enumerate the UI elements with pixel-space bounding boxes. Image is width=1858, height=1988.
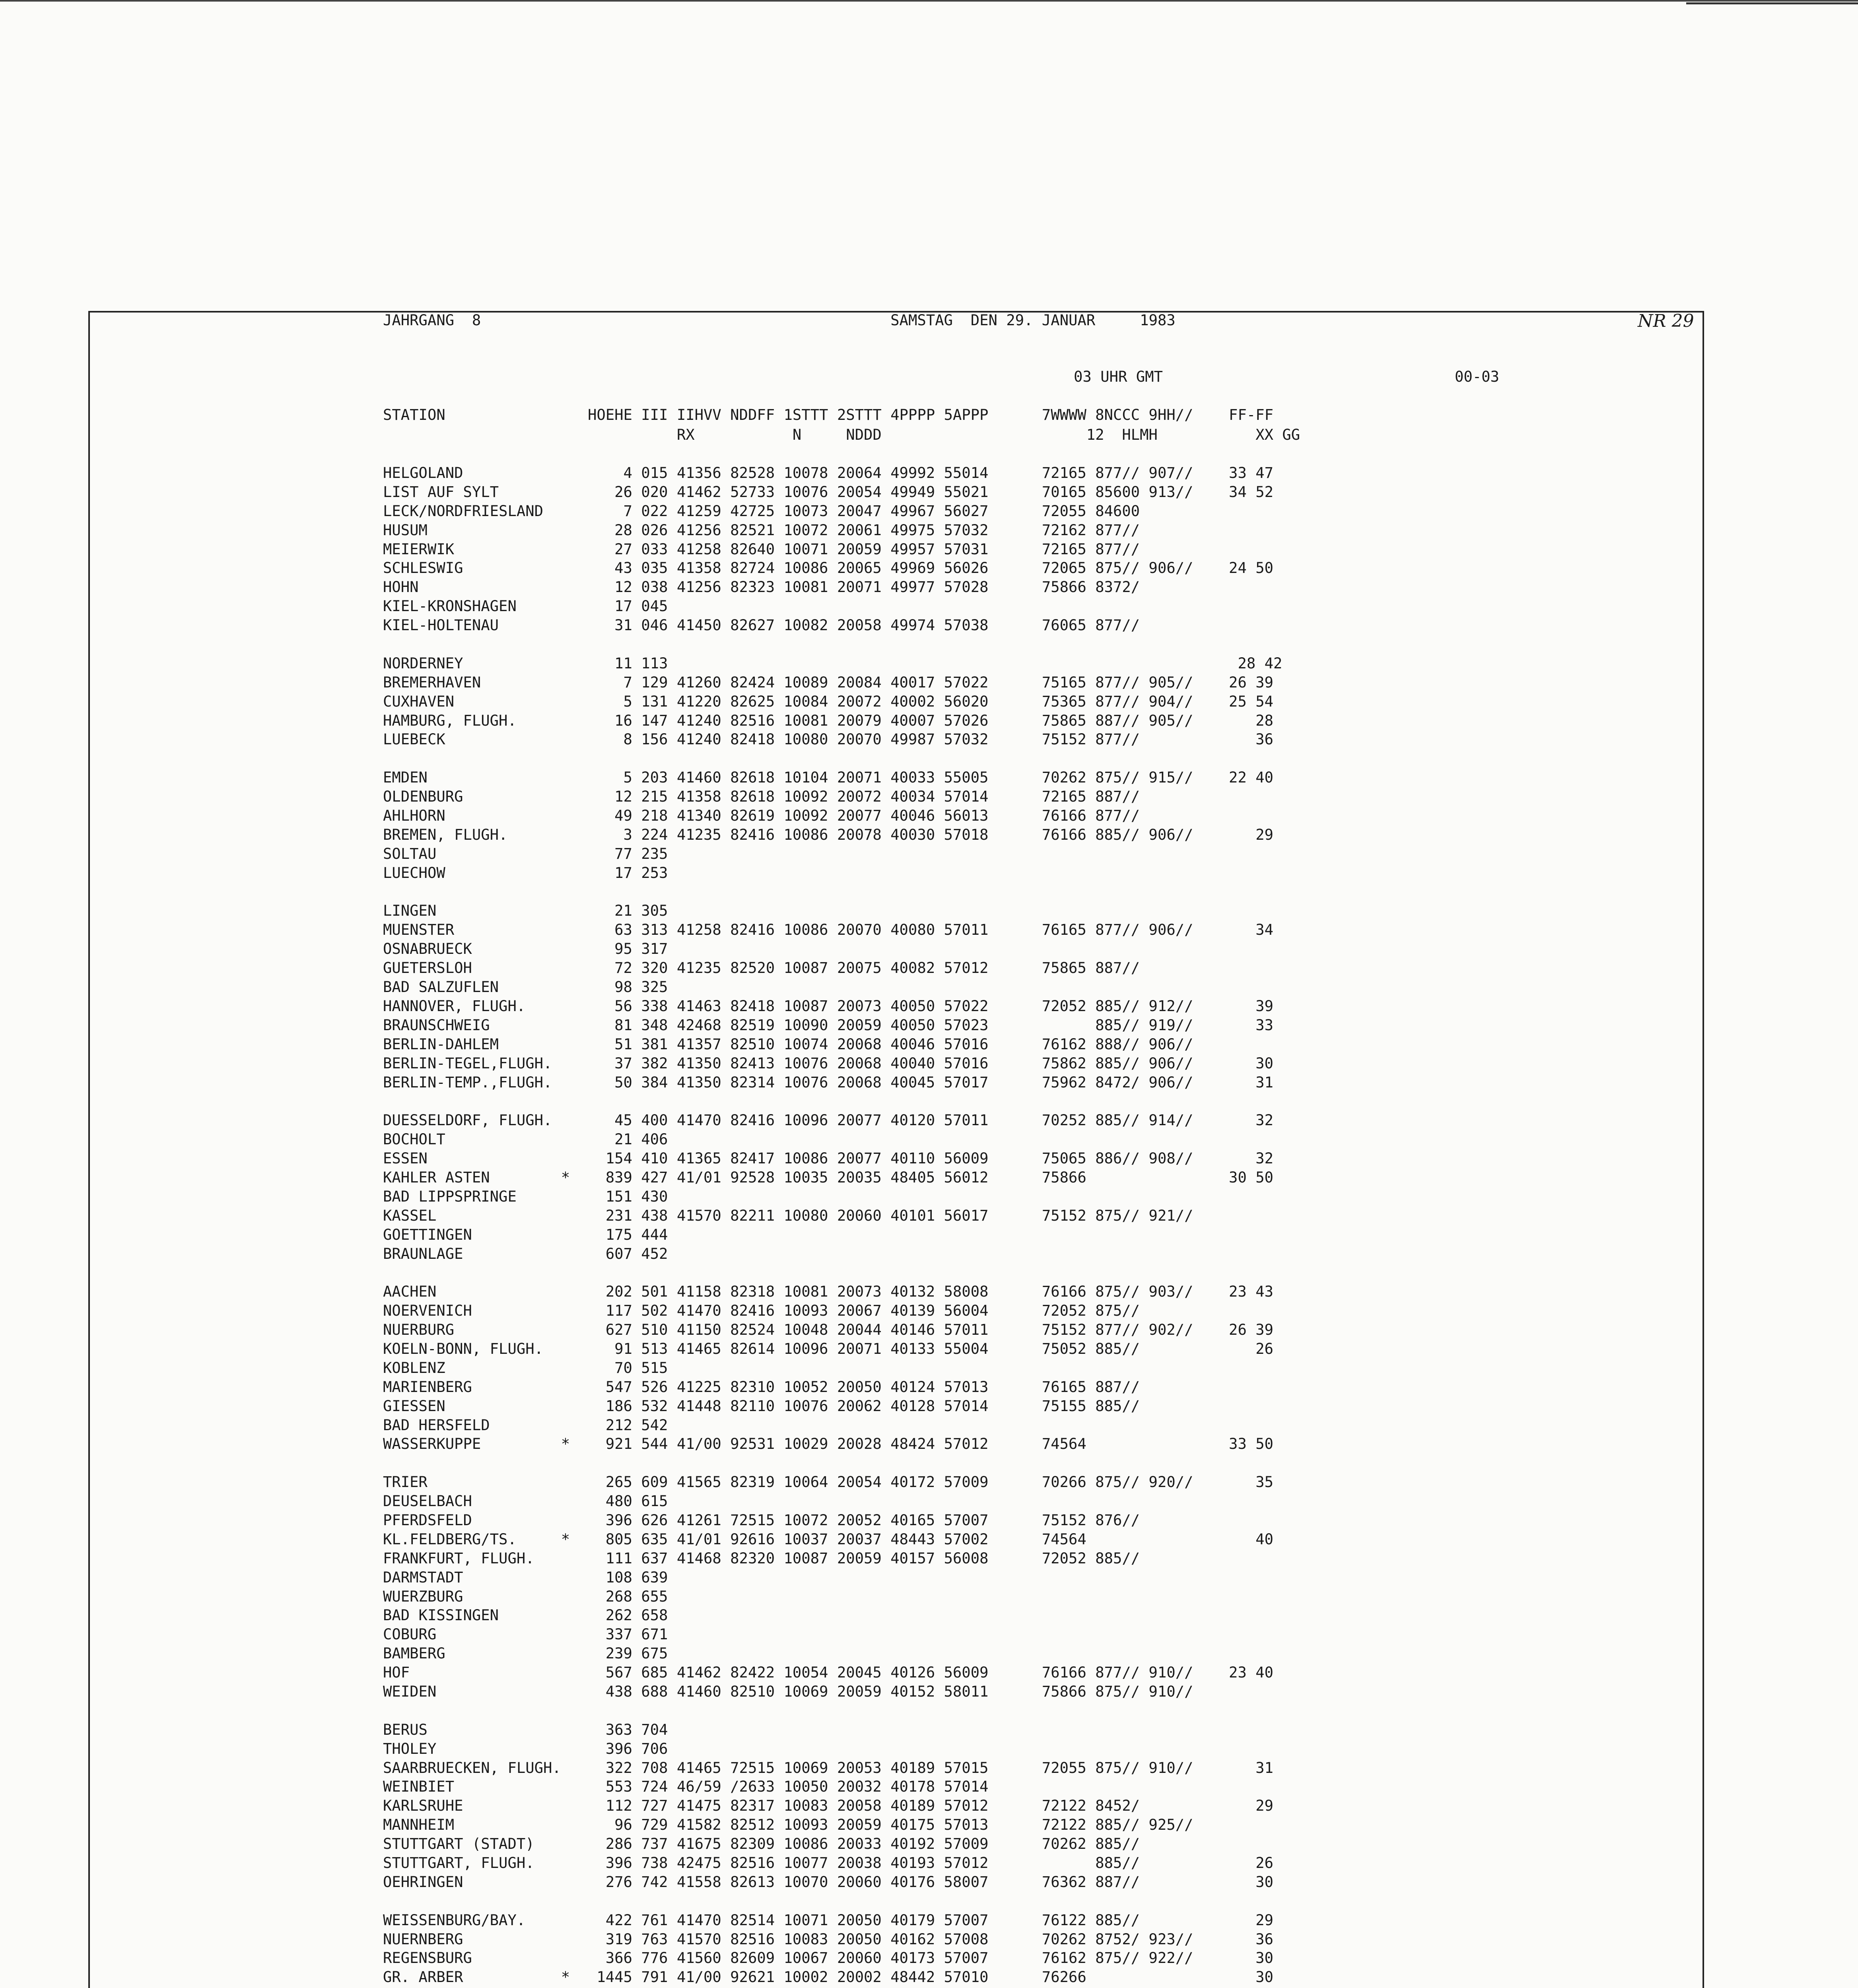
table-row: BRAUNLAGE 607 452: [383, 1244, 668, 1262]
table-row: LECK/NORDFRIESLAND 7 022 41259 42725 10073 20047 49967 56027 72055 84600: [383, 502, 1140, 520]
table-row: FRANKFURT, FLUGH. 111 637 41468 82320 10087 20059 40157 56008 72052 885//: [383, 1549, 1140, 1567]
table-row: OEHRINGEN 276 742 41558 82613 10070 20060 40176 58007 76362 887// 30: [383, 1873, 1273, 1891]
table-row: KOBLENZ 70 515: [383, 1359, 668, 1376]
table-row: KIEL-HOLTENAU 31 046 41450 82627 10082 20058 49974 57038 76065 877//: [383, 616, 1140, 634]
table-row: GIESSEN 186 532 41448 82110 10076 20062 40128 57014 75155 885//: [383, 1397, 1140, 1415]
table-row: WEIDEN 438 688 41460 82510 10069 20059 40152 58011 75866 875// 910//: [383, 1683, 1193, 1700]
table-row: BAD HERSFELD 212 542: [383, 1416, 668, 1434]
table-row: HANNOVER, FLUGH. 56 338 41463 82418 10087 20073 40050 57022 72052 885// 912// 39: [383, 997, 1273, 1015]
table-row: KAHLER ASTEN * 839 427 41/01 92528 10035 20035 48405 56012 75866 30 50: [383, 1168, 1273, 1186]
table-row: WUERZBURG 268 655: [383, 1587, 668, 1605]
table-row: BREMEN, FLUGH. 3 224 41235 82416 10086 20078 40030 57018 76166 885// 906// 29: [383, 825, 1273, 843]
group-gap: [383, 1092, 1282, 1111]
table-row: BRAUNSCHWEIG 81 348 42468 82519 10090 20059 40050 57023 885// 919// 33: [383, 1016, 1273, 1034]
table-row: WEINBIET 553 724 46/59 /2633 10050 20032 40178 57014: [383, 1778, 989, 1796]
table-row: BERLIN-TEMP.,FLUGH. 50 384 41350 82314 10076 20068 40045 57017 75962 8472/ 906// 31: [383, 1073, 1273, 1091]
table-row: NUERNBERG 319 763 41570 82516 10083 20050 40162 57008 70262 8752/ 923// 36: [383, 1930, 1273, 1948]
table-row: WEISSENBURG/BAY. 422 761 41470 82514 10071 20050 40179 57007 76122 885// 29: [383, 1911, 1273, 1929]
table-row: COBURG 337 671: [383, 1625, 668, 1643]
station-table: [383, 464, 1282, 1988]
table-row: NOERVENICH 117 502 41470 82416 10093 20067 40139 56004 72052 875//: [383, 1302, 1140, 1320]
table-row: GOETTINGEN 175 444: [383, 1225, 668, 1243]
table-row: AHLHORN 49 218 41340 82619 10092 20077 40046 56013 76166 877//: [383, 807, 1140, 825]
date: DEN 29. JANUAR: [970, 311, 1096, 329]
observation-time: 03 UHR GMT: [1074, 368, 1163, 385]
table-row: CUXHAVEN 5 131 41220 82625 10084 20072 40002 56020 75365 877// 904// 25 54: [383, 692, 1273, 710]
table-row: BAMBERG 239 675: [383, 1644, 668, 1662]
issue-number: NR 29: [1638, 311, 1694, 331]
group-gap: [383, 1701, 1282, 1720]
group-gap: [383, 1892, 1282, 1911]
table-row: DUESSELDORF, FLUGH. 45 400 41470 82416 10096 20077 40120 57011 70252 885// 914// 32: [383, 1111, 1273, 1129]
year: 1983: [1140, 311, 1176, 329]
table-row: KL.FELDBERG/TS. * 805 635 41/01 92616 10037 20037 48443 57002 74564 40: [383, 1530, 1273, 1548]
table-row: BREMERHAVEN 7 129 41260 82424 10089 20084 40017 57022 75165 877// 905// 26 39: [383, 673, 1273, 691]
table-row: BAD LIPPSPRINGE 151 430: [383, 1187, 668, 1205]
table-row: HOHN 12 038 41256 82323 10081 20071 49977 57028 75866 8372/: [383, 578, 1140, 596]
table-row: ESSEN 154 410 41365 82417 10086 20077 40110 56009 75065 886// 908// 32: [383, 1149, 1273, 1167]
group-gap: [383, 1263, 1282, 1282]
table-row: THOLEY 396 706: [383, 1740, 668, 1757]
table-row: HOF 567 685 41462 82422 10054 20045 40126 56009 76166 877// 910// 23 40: [383, 1664, 1273, 1681]
table-row: LINGEN 21 305: [383, 902, 668, 920]
table-row: MEIERWIK 27 033 41258 82640 10071 20059 49957 57031 72165 877//: [383, 540, 1140, 558]
table-row: BAD KISSINGEN 262 658: [383, 1606, 668, 1624]
column-header-line-1: STATION HOEHE III IIHVV NDDFF 1STTT 2STTT 4PPPP 5APPP 7WWWW 8NCCC 9HH// FF-FF: [383, 406, 1273, 423]
jahrgang: JAHRGANG 8: [383, 311, 481, 329]
table-row: REGENSBURG 366 776 41560 82609 10067 20060 40173 57007 76162 875// 922// 30: [383, 1949, 1273, 1967]
table-row: MUENSTER 63 313 41258 82416 10086 20070 40080 57011 76165 877// 906// 34: [383, 921, 1273, 939]
table-row: KARLSRUHE 112 727 41475 82317 10083 20058 40189 57012 72122 8452/ 29: [383, 1797, 1273, 1815]
table-row: GR. ARBER * 1445 791 41/00 92621 10002 20002 48442 57010 76266 30: [383, 1968, 1273, 1986]
table-row: LIST AUF SYLT 26 020 41462 52733 10076 20054 49949 55021 70165 85600 913// 34 52: [383, 483, 1273, 501]
table-row: NORDERNEY 11 113 28 42: [383, 654, 1283, 672]
table-row: SOLTAU 77 235: [383, 845, 668, 862]
table-row: HAMBURG, FLUGH. 16 147 41240 82516 10081 20079 40007 57026 75865 887// 905// 28: [383, 711, 1273, 729]
table-row: NUERBURG 627 510 41150 82524 10048 20044 40146 57011 75152 877// 902// 26 39: [383, 1321, 1273, 1339]
table-row: AACHEN 202 501 41158 82318 10081 20073 40132 58008 76166 875// 903// 23 43: [383, 1283, 1273, 1301]
weekday: SAMSTAG: [890, 311, 953, 329]
group-gap: [383, 749, 1282, 768]
table-row: KASSEL 231 438 41570 82211 10080 20060 40101 56017 75152 875// 921//: [383, 1206, 1193, 1224]
table-row: STUTTGART (STADT) 286 737 41675 82309 10086 20033 40192 57009 70262 885//: [383, 1835, 1140, 1853]
table-row: GUETERSLOH 72 320 41235 82520 10087 20075 40082 57012 75865 887//: [383, 959, 1140, 977]
column-header-line-2: RX N NDDD 12 HLMH XX GG: [383, 426, 1300, 443]
table-row: SAARBRUECKEN, FLUGH. 322 708 41465 72515 10069 20053 40189 57015 72055 875// 910// 31: [383, 1759, 1273, 1776]
table-row: HELGOLAND 4 015 41356 82528 10078 20064 49992 55014 72165 877// 907// 33 47: [383, 464, 1273, 481]
group-gap: [383, 1454, 1282, 1473]
table-row: MARIENBERG 547 526 41225 82310 10052 20050 40124 57013 76165 887//: [383, 1378, 1140, 1396]
table-row: LUEBECK 8 156 41240 82418 10080 20070 49987 57032 75152 877// 36: [383, 730, 1273, 748]
table-row: MANNHEIM 96 729 41582 82512 10093 20059 40175 57013 72122 885// 925//: [383, 1816, 1193, 1834]
table-row: LUECHOW 17 253: [383, 864, 668, 881]
table-row: DARMSTADT 108 639: [383, 1568, 668, 1586]
table-row: BAD SALZUFLEN 98 325: [383, 978, 668, 996]
table-row: KOELN-BONN, FLUGH. 91 513 41465 82614 10096 20071 40133 55004 75052 885// 26: [383, 1340, 1273, 1357]
page-header: [383, 310, 1176, 330]
table-row: OSNABRUECK 95 317: [383, 940, 668, 958]
top-border-accent: [1686, 2, 1858, 4]
top-border-line: [0, 0, 1858, 2]
time-range: 00-03: [1455, 368, 1499, 385]
table-row: KIEL-KRONSHAGEN 17 045: [383, 597, 668, 615]
table-row: EMDEN 5 203 41460 82618 10104 20071 40033 55005 70262 875// 915// 22 40: [383, 769, 1273, 786]
table-row: WASSERKUPPE * 921 544 41/00 92531 10029 20028 48424 57012 74564 33 50: [383, 1435, 1273, 1453]
group-gap: [383, 883, 1282, 902]
table-row: PFERDSFELD 396 626 41261 72515 10072 20052 40165 57007 75152 876//: [383, 1511, 1140, 1529]
table-row: HUSUM 28 026 41256 82521 10072 20061 49975 57032 72162 877//: [383, 521, 1140, 539]
table-row: BERLIN-DAHLEM 51 381 41357 82510 10074 20068 40046 57016 76162 888// 906//: [383, 1035, 1193, 1053]
table-row: STUTTGART, FLUGH. 396 738 42475 82516 10077 20038 40193 57012 885// 26: [383, 1854, 1273, 1872]
group-gap: [383, 635, 1282, 654]
table-row: BERLIN-TEGEL,FLUGH. 37 382 41350 82413 10076 20068 40040 57016 75862 885// 906// 30: [383, 1054, 1273, 1072]
table-row: BOCHOLT 21 406: [383, 1130, 668, 1148]
table-row: SCHLESWIG 43 035 41358 82724 10086 20065 49969 56026 72065 875// 906// 24 50: [383, 559, 1273, 577]
table-row: TRIER 265 609 41565 82319 10064 20054 40172 57009 70266 875// 920// 35: [383, 1473, 1273, 1491]
table-row: BERUS 363 704: [383, 1720, 668, 1738]
table-row: DEUSELBACH 480 615: [383, 1492, 668, 1510]
table-row: OLDENBURG 12 215 41358 82618 10092 20072 40034 57014 72165 887//: [383, 788, 1140, 806]
